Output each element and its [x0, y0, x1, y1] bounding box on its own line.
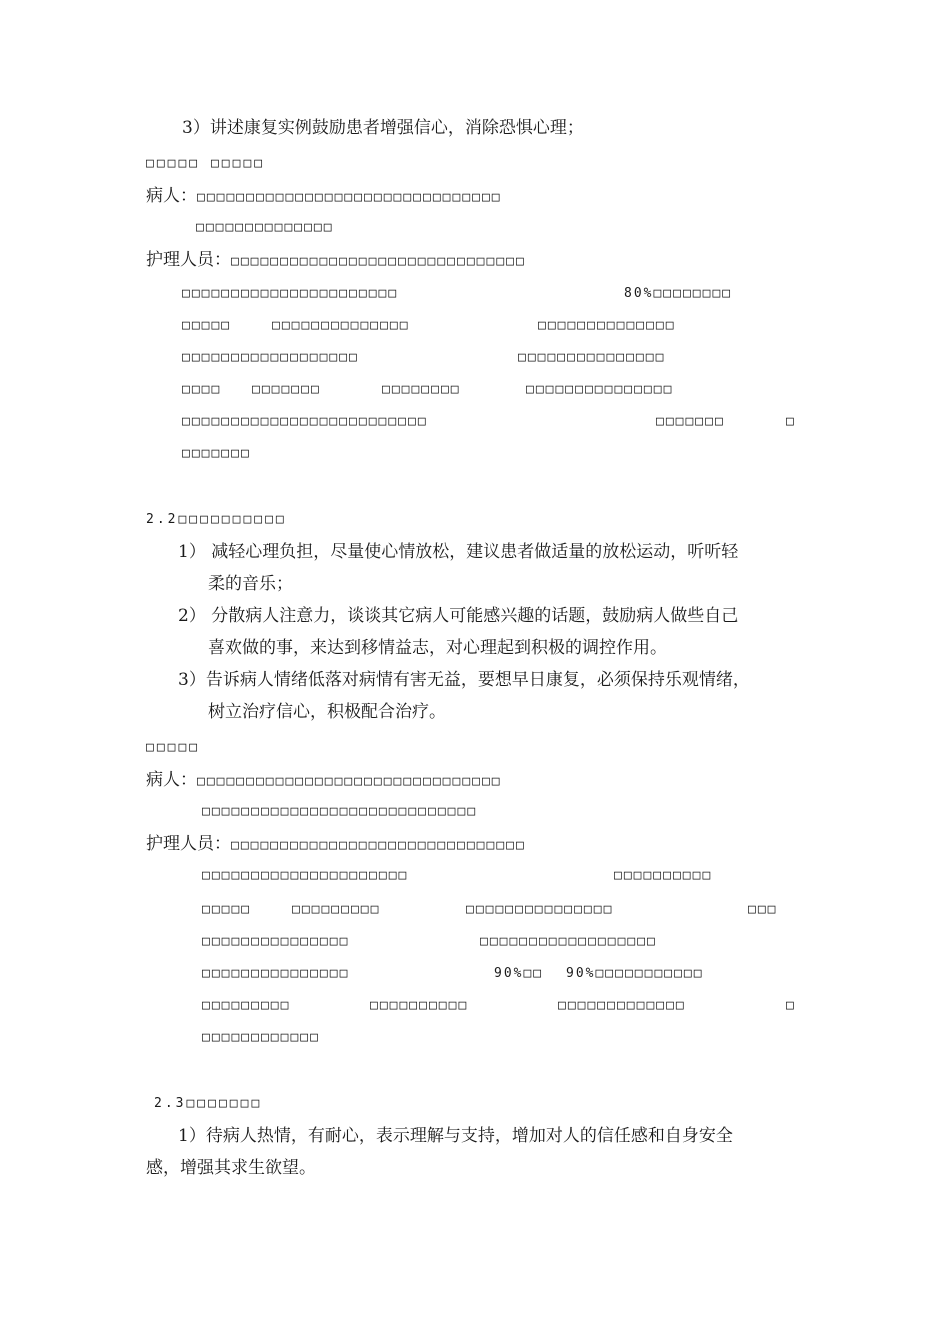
patient-line [146, 184, 502, 210]
nurse-row-5a: □□□□□□□□□□□□□□□□□□□□□□□□□ [182, 414, 428, 429]
sec2-3-item-1: 1）待病人热情，有耐心，表示理解与支持，增加对人的信任感和自身安全 [178, 1126, 733, 1146]
dialog-label-2: □□□□□ [146, 740, 201, 755]
sec2-2-item-1: 1） 减轻心理负担，尽量使心情放松，建议患者做适量的放松运动，听听轻 [178, 542, 739, 562]
sec2-2-item-3-cont: 树立治疗信心，积极配合治疗。 [208, 702, 446, 722]
nurse2-row-3a: □□□□□□□□□□□□□□□ [202, 934, 350, 949]
nurse-row-4b: □□□□□□□ [252, 382, 321, 397]
nurse2-row-1b: □□□□□□□□□□ [614, 868, 713, 883]
nurse-row-4a: □□□□ [182, 382, 222, 397]
patient-text: □□□□□□□□□□□□□□□□□□□□□□□□□□□□□□□ [197, 774, 502, 789]
nurse-row-2b: □□□□□□□□□□□□□□ [272, 318, 410, 333]
nurse2-row-5d: □ [786, 998, 796, 1013]
nurse-row-5c: □ [786, 414, 796, 429]
patient-text-cont-2: □□□□□□□□□□□□□□□□□□□□□□□□□□□□ [202, 804, 478, 819]
nurse2-row-1a: □□□□□□□□□□□□□□□□□□□□□ [202, 868, 409, 883]
nurse-line-2 [146, 832, 526, 858]
nurse2-row-6a: □□□□□□□□□□□□ [202, 1030, 320, 1045]
nurse-label: 护理人员： [146, 250, 231, 270]
nurse-line [146, 248, 526, 274]
nurse2-row-5a: □□□□□□□□□ [202, 998, 291, 1013]
patient-label: 病人： [146, 186, 197, 206]
nurse2-row-2d: □□□ [748, 902, 778, 917]
nurse2-row-3b: □□□□□□□□□□□□□□□□□□ [480, 934, 657, 949]
sec2-2-item-2-cont: 喜欢做的事，来达到移情益志，对心理起到积极的调控作用。 [208, 638, 667, 658]
nurse2-row-5b: □□□□□□□□□□ [370, 998, 469, 1013]
section-2-2-heading: 2.2□□□□□□□□□□ [146, 512, 287, 527]
nurse-row-3a: □□□□□□□□□□□□□□□□□□ [182, 350, 359, 365]
patient-text: □□□□□□□□□□□□□□□□□□□□□□□□□□□□□□□ [197, 190, 502, 205]
nurse2-row-2b: □□□□□□□□□ [292, 902, 381, 917]
patient-line-2 [146, 768, 502, 794]
nurse2-row-4c: 90%□□□□□□□□□□□ [566, 966, 704, 981]
patient-text-cont: □□□□□□□□□□□□□□ [196, 220, 334, 235]
nurse-row-2c: □□□□□□□□□□□□□□ [538, 318, 676, 333]
nurse-row-1a: □□□□□□□□□□□□□□□□□□□□□□ [182, 286, 399, 301]
nurse2-row-4b: 90%□□ [494, 966, 544, 981]
dialog-label: □□□□□ □□□□□ [146, 156, 266, 171]
nurse2-row-2a: □□□□□ [202, 902, 252, 917]
sec2-2-item-3: 3）告诉病人情绪低落对病情有害无益，要想早日康复，必须保持乐观情绪， [178, 670, 750, 690]
nurse2-row-4a: □□□□□□□□□□□□□□□ [202, 966, 350, 981]
nurse-row-4d: □□□□□□□□□□□□□□□ [526, 382, 674, 397]
nurse-label: 护理人员： [146, 834, 231, 854]
section-2-3-heading: 2.3□□□□□□□ [154, 1096, 263, 1111]
nurse-text: □□□□□□□□□□□□□□□□□□□□□□□□□□□□□□ [231, 254, 526, 269]
nurse2-row-5c: □□□□□□□□□□□□□ [558, 998, 686, 1013]
sec2-2-item-2: 2） 分散病人注意力，谈谈其它病人可能感兴趣的话题，鼓励病人做些自己 [178, 606, 739, 626]
item-3-text: 3）讲述康复实例鼓励患者增强信心，消除恐惧心理； [182, 118, 584, 138]
nurse-row-3b: □□□□□□□□□□□□□□□ [518, 350, 666, 365]
nurse-row-1b: 80%□□□□□□□□ [624, 286, 733, 301]
nurse-row-5b: □□□□□□□ [656, 414, 725, 429]
nurse-row-6a: □□□□□□□ [182, 446, 251, 461]
nurse-row-2a: □□□□□ [182, 318, 232, 333]
sec2-3-item-1-cont: 感，增强其求生欲望。 [146, 1158, 316, 1178]
nurse2-row-2c: □□□□□□□□□□□□□□□ [466, 902, 614, 917]
nurse-row-4c: □□□□□□□□ [382, 382, 461, 397]
nurse-text: □□□□□□□□□□□□□□□□□□□□□□□□□□□□□□ [231, 838, 526, 853]
patient-label: 病人： [146, 770, 197, 790]
sec2-2-item-1-cont: 柔的音乐； [208, 574, 293, 594]
